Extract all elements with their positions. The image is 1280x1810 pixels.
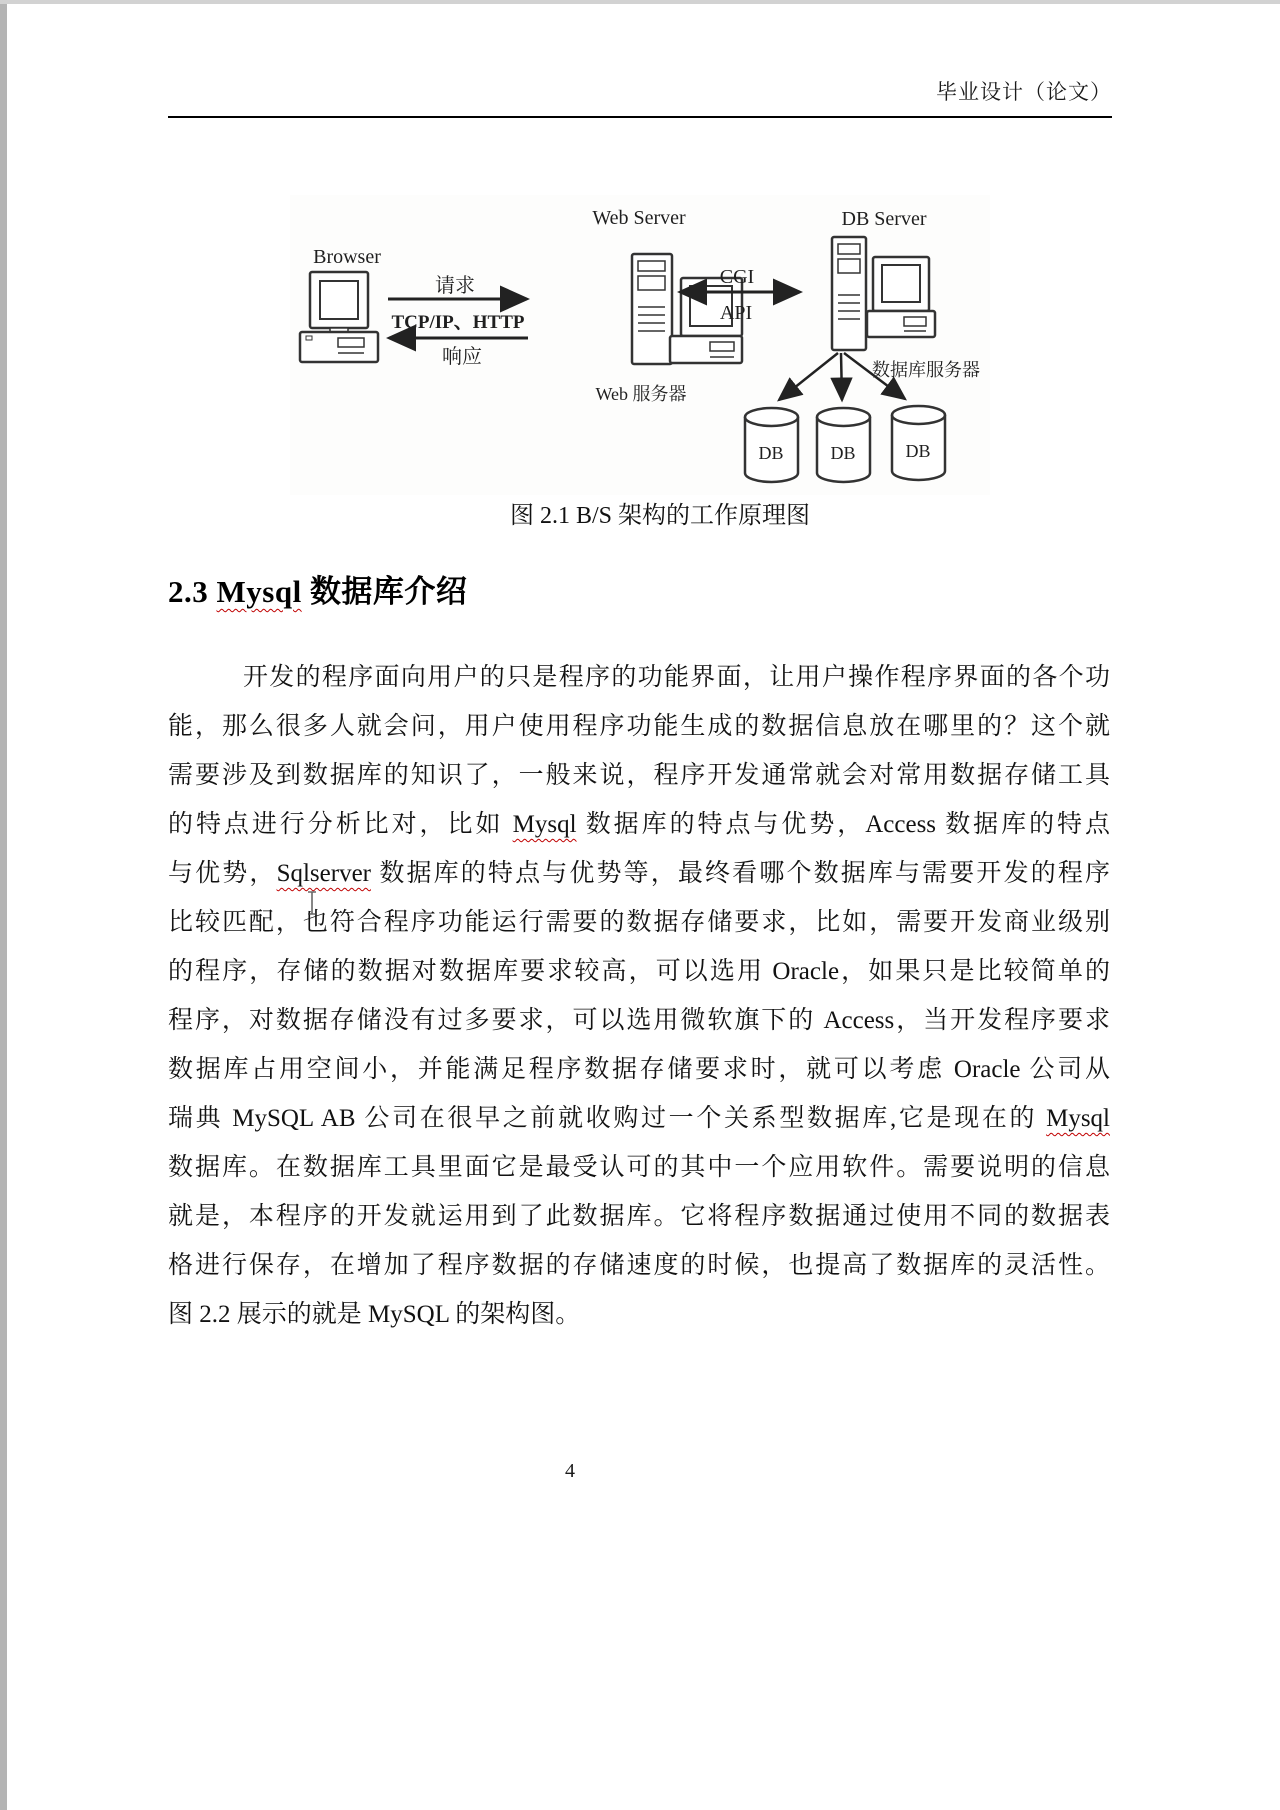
misspelled-word: Mysql bbox=[1046, 1105, 1110, 1132]
paragraph-line bbox=[168, 1045, 1110, 1094]
text-run: 数据库的特点与优势等，最终看哪个数据库与需要开发的程序 bbox=[370, 860, 1110, 887]
text-run: 能，那么很多人就会问，用户使用程序功能生成的数据信息放在哪里的？这个就 bbox=[168, 713, 1110, 740]
web-server-node-label: Web Server bbox=[592, 207, 686, 229]
paragraph-line bbox=[168, 1094, 1110, 1143]
db-cylinder-label: DB bbox=[758, 443, 784, 463]
request-arrow-label: 请求 bbox=[435, 275, 475, 297]
api-label: API bbox=[719, 302, 753, 324]
text-run: 数据库的特点与优势，Access 数据库的特点 bbox=[576, 811, 1110, 838]
paragraph-line bbox=[168, 653, 1110, 702]
browser-node-label: Browser bbox=[313, 246, 381, 268]
paragraph bbox=[168, 653, 1110, 1339]
paragraph-line bbox=[168, 1143, 1110, 1192]
cgi-label: CGI bbox=[719, 266, 755, 288]
text-run: 的程序，存储的数据对数据库要求较高，可以选用 Oracle，如果只是比较简单的 bbox=[168, 958, 1110, 985]
text-run: 比较匹配，也符合程序功能运行需要的数据存储要求，比如，需要开发商业级别 bbox=[168, 909, 1110, 936]
paragraph-line bbox=[168, 1290, 1110, 1339]
web-server-cn-label: Web 服务器 bbox=[595, 384, 687, 404]
text-run: 数据库。在数据库工具里面它是最受认可的其中一个应用软件。需要说明的信息 bbox=[168, 1154, 1110, 1181]
text-run: 图 2.2 展示的就是 MySQL 的架构图。 bbox=[168, 1301, 581, 1328]
text-run: 格进行保存，在增加了程序数据的存储速度的时候，也提高了数据库的灵活性。 bbox=[168, 1252, 1110, 1279]
paragraph-line bbox=[168, 1192, 1110, 1241]
section-heading-text: 数据库介绍 bbox=[301, 574, 468, 609]
paragraph-line bbox=[168, 1241, 1110, 1290]
text-run: 数据库占用空间小，并能满足程序数据存储要求时，就可以考虑 Oracle 公司从 bbox=[168, 1056, 1110, 1083]
page-edge-top bbox=[0, 0, 1280, 4]
section-number: 2.3 bbox=[168, 574, 217, 609]
bs-architecture-diagram bbox=[290, 195, 990, 495]
text-cursor-icon bbox=[306, 890, 318, 916]
text-run: 的特点进行分析比对，比如 bbox=[168, 811, 513, 838]
db-server-node-label: DB Server bbox=[841, 208, 927, 230]
paragraph-line bbox=[168, 800, 1110, 849]
text-run: 就是，本程序的开发就运用到了此数据库。它将程序数据通过使用不同的数据表 bbox=[168, 1203, 1110, 1230]
db-server-icon bbox=[832, 237, 935, 350]
db-server-cn-label: 数据库服务器 bbox=[872, 360, 980, 380]
paragraph-line bbox=[168, 996, 1110, 1045]
paragraph-line bbox=[168, 947, 1110, 996]
figure-caption: 图 2.1 B/S 架构的工作原理图 bbox=[509, 503, 811, 529]
protocol-label: TCP/IP、HTTP bbox=[391, 312, 525, 333]
header-rule bbox=[168, 116, 1112, 118]
misspelled-word: Mysql bbox=[512, 811, 577, 838]
db-cylinder-label: DB bbox=[905, 441, 931, 461]
misspelled-word: Mysql bbox=[216, 574, 302, 609]
text-run: 程序，对数据存储没有过多要求，可以选用微软旗下的 Access，当开发程序要求 bbox=[168, 1007, 1110, 1034]
text-run: 开发的程序面向用户的只是程序的功能界面，让用户操作程序界面的各个功 bbox=[243, 664, 1110, 691]
architecture-figure-image bbox=[290, 195, 990, 495]
browser-computer-icon bbox=[300, 272, 378, 362]
text-run: 瑞典 MySQL AB 公司在很早之前就收购过一个关系型数据库,它是现在的 bbox=[168, 1105, 1047, 1132]
text-run: 需要涉及到数据库的知识了，一般来说，程序开发通常就会对常用数据存储工具 bbox=[168, 762, 1110, 789]
db-cylinder-label: DB bbox=[830, 443, 856, 463]
paragraph-line bbox=[168, 702, 1110, 751]
page-header-title: 毕业设计（论文） bbox=[936, 80, 1112, 104]
response-arrow-label: 响应 bbox=[442, 346, 482, 368]
page-number: 4 bbox=[565, 1460, 575, 1482]
paragraph-line bbox=[168, 751, 1110, 800]
misspelled-word: Sqlserver bbox=[276, 860, 371, 887]
section-heading bbox=[168, 566, 467, 611]
page-edge-left bbox=[0, 0, 7, 1810]
text-run: 与优势， bbox=[168, 860, 277, 887]
